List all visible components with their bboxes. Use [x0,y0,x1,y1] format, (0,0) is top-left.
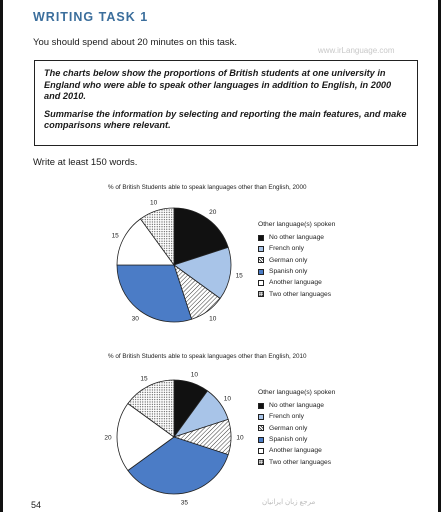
time-instruction: You should spend about 20 minutes on this task. [33,37,238,48]
pie-slice-value-label: 10 [223,395,232,403]
legend-label: Another language [269,447,322,455]
pie-slice-value-label: 10 [209,315,217,323]
chart-2000-legend-title: Other language(s) spoken [258,221,336,228]
legend-label: Spanish only [269,436,308,444]
pie-chart-2000 [112,200,244,323]
pie-slice-value-label: 15 [140,375,148,383]
chart-2010-legend-title: Other language(s) spoken [258,389,336,396]
legend-label: Two other languages [269,290,332,298]
legend-label: Another language [269,279,322,287]
page-number: 54 [31,500,42,510]
watermark-top: www.irLanguage.com [318,46,395,55]
pie-slice-value-label: 10 [149,199,158,207]
pie-slice-value-label: 15 [111,232,119,240]
chart-2010-title: % of British Students able to speak languages other than English, 2010 [108,353,307,360]
task-prompt-instruction: Summarise the information by selecting and reporting the main features, and make comparisons where relevant. [44,108,407,130]
chart-2000-title: % of British Students able to speak languages other than English, 2000 [108,184,307,191]
legend-label: Two other languages [269,458,332,466]
pie-slice-value-label: 10 [190,371,199,379]
legend-label: No other language [269,402,325,410]
word-count-instruction: Write at least 150 words. [33,157,138,168]
pie-slice-value-label: 30 [131,315,139,323]
legend-label: German only [269,256,308,264]
pie-slice-value-label: 20 [104,434,112,442]
legend-label: No other language [269,234,325,242]
legend-label: Spanish only [269,268,308,276]
legend-label: German only [269,424,308,432]
watermark-bottom: مرجع زبان ایرانیان [262,499,316,506]
section-heading: WRITING TASK 1 [33,10,149,24]
pie-slice-value-label: 10 [236,434,244,442]
pie-slice-value-label: 20 [209,208,217,216]
pie-chart-2010 [104,372,244,507]
legend-label: French only [269,245,304,253]
task-prompt-description: The charts below show the proportions of British students at one university in England who were able to speak other languages in addition to English, in 2000 and 2010. [44,68,392,101]
legend-label: French only [269,413,304,421]
pie-slice-value-label: 35 [180,499,188,507]
pie-slice-value-label: 15 [235,272,243,280]
